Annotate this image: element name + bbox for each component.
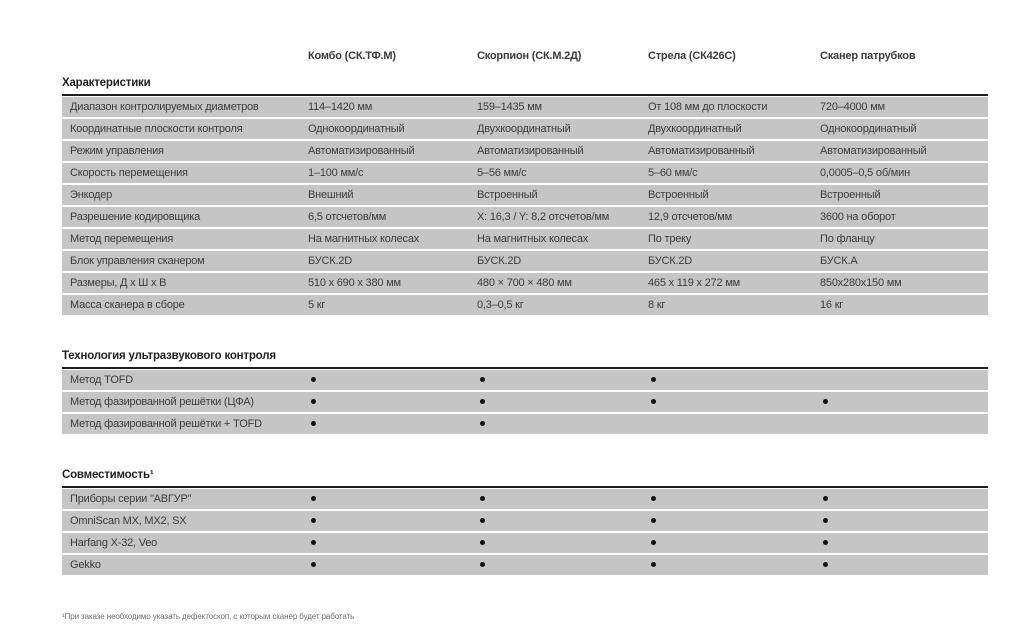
table-row	[62, 207, 988, 227]
row-label: Метод фазированной решётки + TOFD	[70, 418, 262, 430]
spec-section	[62, 77, 988, 315]
feature-dot-icon	[651, 540, 656, 545]
cell-dot	[820, 533, 988, 553]
table-row	[62, 555, 988, 575]
spec-comparison-sheet	[62, 46, 988, 621]
row-label: Метод TOFD	[70, 374, 134, 386]
cell-value: Автоматизированный	[308, 145, 415, 157]
cell-value: 8 кг	[648, 299, 666, 311]
feature-dot-icon	[480, 562, 485, 567]
cell-value: Встроенный	[477, 189, 538, 201]
table-row	[62, 141, 988, 161]
table-row	[62, 511, 988, 531]
feature-dot-icon	[480, 421, 485, 426]
table-row	[62, 295, 988, 315]
row-label: Координатные плоскости контроля	[70, 123, 243, 135]
table-row	[62, 489, 988, 509]
cell-value: Внешний	[308, 189, 354, 201]
cell-dot	[308, 414, 477, 434]
feature-dot-icon	[823, 399, 828, 404]
cell-value: По треку	[648, 233, 692, 245]
row-label: OmniScan MX, MX2, SX	[70, 515, 187, 527]
row-label: Энкодер	[70, 189, 113, 201]
cell-value: От 108 мм до плоскости	[648, 101, 768, 113]
row-label: Скорость перемещения	[70, 167, 188, 179]
cell-dot	[477, 489, 648, 509]
cell-dot	[308, 392, 477, 412]
row-label: Метод фазированной решётки (ЦФА)	[70, 396, 254, 408]
cell-value: Встроенный	[820, 189, 881, 201]
cell-dot	[648, 555, 820, 575]
row-label: Масса сканера в сборе	[70, 299, 185, 311]
cell-dot	[477, 511, 648, 531]
cell-dot	[648, 511, 820, 531]
feature-dot-icon	[823, 540, 828, 545]
cell-value: Двухкоординатный	[477, 123, 571, 135]
row-label: Режим управления	[70, 145, 164, 157]
feature-dot-icon	[823, 518, 828, 523]
section-title: Технология ультразвукового контроля	[62, 350, 276, 362]
cell-value: 5–60 мм/с	[648, 167, 698, 179]
table-row	[62, 533, 988, 553]
cell-value: Встроенный	[648, 189, 709, 201]
table-row	[62, 185, 988, 205]
feature-dot-icon	[480, 496, 485, 501]
cell-value: БУСК.А	[820, 255, 858, 267]
spec-section	[62, 350, 988, 434]
row-label: Метод перемещения	[70, 233, 174, 245]
cell-value: Двухкоординатный	[648, 123, 742, 135]
feature-dot-icon	[823, 496, 828, 501]
feature-dot-icon	[651, 496, 656, 501]
cell-dot	[820, 489, 988, 509]
table-row	[62, 414, 988, 434]
cell-dot	[648, 392, 820, 412]
feature-dot-icon	[480, 540, 485, 545]
cell-value: Однокоординатный	[308, 123, 405, 135]
feature-dot-icon	[311, 377, 316, 382]
feature-dot-icon	[823, 562, 828, 567]
column-header: Скорпион (СК.М.2Д)	[477, 50, 582, 62]
table-row	[62, 97, 988, 117]
feature-dot-icon	[311, 496, 316, 501]
cell-value: 480 × 700 × 480 мм	[477, 277, 572, 289]
section-title: Характеристики	[62, 77, 151, 89]
cell-value: 465 x 119 x 272 мм	[648, 277, 741, 289]
cell-value: На магнитных колесах	[477, 233, 589, 245]
cell-value: 5 кг	[308, 299, 326, 311]
cell-value: Автоматизированный	[648, 145, 755, 157]
table-row	[62, 392, 988, 412]
cell-dot	[477, 533, 648, 553]
feature-dot-icon	[480, 518, 485, 523]
cell-value: Автоматизированный	[820, 145, 927, 157]
cell-value: 12,9 отсчетов/мм	[648, 211, 732, 223]
cell-dot	[477, 414, 648, 434]
cell-dot	[648, 370, 820, 390]
feature-dot-icon	[651, 562, 656, 567]
row-label: Размеры, Д х Ш х В	[70, 277, 167, 289]
cell-value: 850x280x150 мм	[820, 277, 902, 289]
table-row	[62, 119, 988, 139]
table-row	[62, 273, 988, 293]
feature-dot-icon	[651, 377, 656, 382]
cell-value: X: 16,3 / Y: 8,2 отсчетов/мм	[477, 211, 610, 223]
feature-dot-icon	[311, 421, 316, 426]
row-label: Harfang X-32, Veo	[70, 537, 158, 549]
section-body	[62, 94, 988, 315]
cell-value: 720–4000 мм	[820, 101, 885, 113]
table-header	[62, 46, 988, 66]
header-spacer	[62, 46, 308, 66]
cell-value: БУСК.2D	[477, 255, 522, 267]
cell-dot	[308, 533, 477, 553]
feature-dot-icon	[651, 399, 656, 404]
spec-section	[62, 469, 988, 575]
section-title: Совместимость¹	[62, 469, 154, 481]
cell-dot	[648, 533, 820, 553]
footnote: ¹При заказе необходимо указать дефектоскоп, с которым сканер будет работать	[62, 612, 355, 621]
row-label: Gekko	[70, 559, 101, 571]
feature-dot-icon	[651, 518, 656, 523]
column-header: Стрела (СК426С)	[648, 50, 736, 62]
cell-value: 114–1420 мм	[308, 101, 373, 113]
cell-dot	[820, 392, 988, 412]
section-body	[62, 367, 988, 434]
cell-value: 510 x 690 x 380 мм	[308, 277, 401, 289]
cell-value: 0,3–0,5 кг	[477, 299, 524, 311]
cell-value: Автоматизированный	[477, 145, 584, 157]
cell-value: 0,0005–0,5 об/мин	[820, 167, 910, 179]
section-body	[62, 486, 988, 575]
row-label: Блок управления сканером	[70, 255, 205, 267]
cell-dot	[648, 489, 820, 509]
cell-value: БУСК.2D	[308, 255, 353, 267]
feature-dot-icon	[311, 562, 316, 567]
cell-value: БУСК.2D	[648, 255, 693, 267]
cell-value: 6,5 отсчетов/мм	[308, 211, 387, 223]
feature-dot-icon	[480, 399, 485, 404]
feature-dot-icon	[311, 399, 316, 404]
table-row	[62, 229, 988, 249]
cell-dot	[477, 555, 648, 575]
column-header: Комбо (СК.ТФ.М)	[308, 50, 396, 62]
column-header: Сканер патрубков	[820, 50, 916, 62]
cell-value: 1–100 мм/с	[308, 167, 364, 179]
feature-dot-icon	[311, 540, 316, 545]
table-sections	[62, 77, 988, 575]
cell-value: 159–1435 мм	[477, 101, 542, 113]
cell-dot	[308, 370, 477, 390]
cell-value: По фланцу	[820, 233, 875, 245]
cell-value: На магнитных колесах	[308, 233, 420, 245]
cell-value: 3600 на оборот	[820, 211, 896, 223]
table-row	[62, 163, 988, 183]
cell-dot	[308, 555, 477, 575]
row-label: Диапазон контролируемых диаметров	[70, 101, 259, 113]
row-label: Приборы серии "АВГУР"	[70, 493, 192, 505]
row-label: Разрешение кодировщика	[70, 211, 201, 223]
cell-dot	[477, 370, 648, 390]
cell-dot	[308, 511, 477, 531]
cell-value: 5–56 мм/с	[477, 167, 527, 179]
cell-dot	[477, 392, 648, 412]
feature-dot-icon	[480, 377, 485, 382]
cell-dot	[820, 555, 988, 575]
cell-value: 16 кг	[820, 299, 844, 311]
cell-dot	[308, 489, 477, 509]
feature-dot-icon	[311, 518, 316, 523]
cell-value: Однокоординатный	[820, 123, 917, 135]
table-row	[62, 251, 988, 271]
cell-dot	[820, 511, 988, 531]
table-row	[62, 370, 988, 390]
